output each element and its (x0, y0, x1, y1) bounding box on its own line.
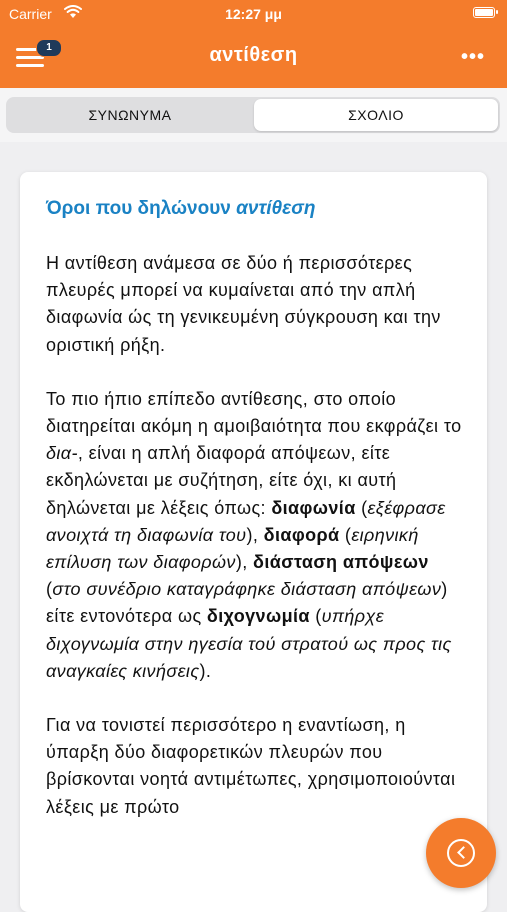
carrier-label: Carrier (9, 6, 52, 22)
segment-bar (0, 88, 507, 142)
tab-synonyms[interactable]: ΣΥΝΩΝΥΜΑ (88, 107, 172, 123)
content-card (20, 172, 487, 912)
paragraph-1: Η αντίθεση ανάμεσα σε δύο ή περισσότερες πλευρές μπορεί να κυμαίνεται από την απλή διαφωνία ώς τη γενικευμένη σύγκρουση και την οριστική ρήξη. (46, 253, 441, 355)
chevron-left-icon (447, 839, 475, 867)
notification-badge: 1 (36, 39, 62, 57)
status-time: 12:27 μμ (225, 6, 282, 22)
page-title: αντίθεση (209, 44, 298, 66)
battery-icon (473, 7, 495, 18)
nav-bar (0, 28, 507, 88)
tab-comment[interactable]: ΣΧΟΛΙΟ (254, 99, 498, 131)
paragraph-3: Για να τονιστεί περισσότερο η εναντίωση, η ύπαρξη δύο διαφορετικών πλευρών που βρίσκονται νοητά αντιμέτωπες, χρησιμοποιούνται λέξεις με πρώτο (46, 715, 456, 817)
segmented-control (6, 97, 500, 133)
status-bar (0, 0, 507, 28)
section-heading: Όροι που δηλώνουν αντίθεση (46, 198, 316, 219)
more-options-icon[interactable]: ••• (460, 46, 485, 68)
article-text (46, 250, 466, 848)
back-button[interactable] (426, 818, 496, 888)
paragraph-2: Το πιο ήπιο επίπεδο αντίθεσης, στο οποίο διατηρείται ακόμη η αμοιβαιότητα που εκφράζει το δια-, είναι η απλή διαφορά απόψεων, είτε εκδηλώνεται με συζήτηση, είτε όχι, κι αυτή δηλώνεται με λέξεις όπως: διαφωνία (εξέφρασε ανοιχτά τη διαφωνία του), διαφορά (ειρηνική επίλυση των διαφορών), διάσταση απόψεων (στο συνέδριο καταγράφηκε διάσταση απόψεων) είτε εντονότερα ως διχογνωμία (υπήρχε διχογνωμία στην ηγεσία τού στρατού ως προς τις αναγκαίες κινήσεις). (46, 388, 462, 681)
